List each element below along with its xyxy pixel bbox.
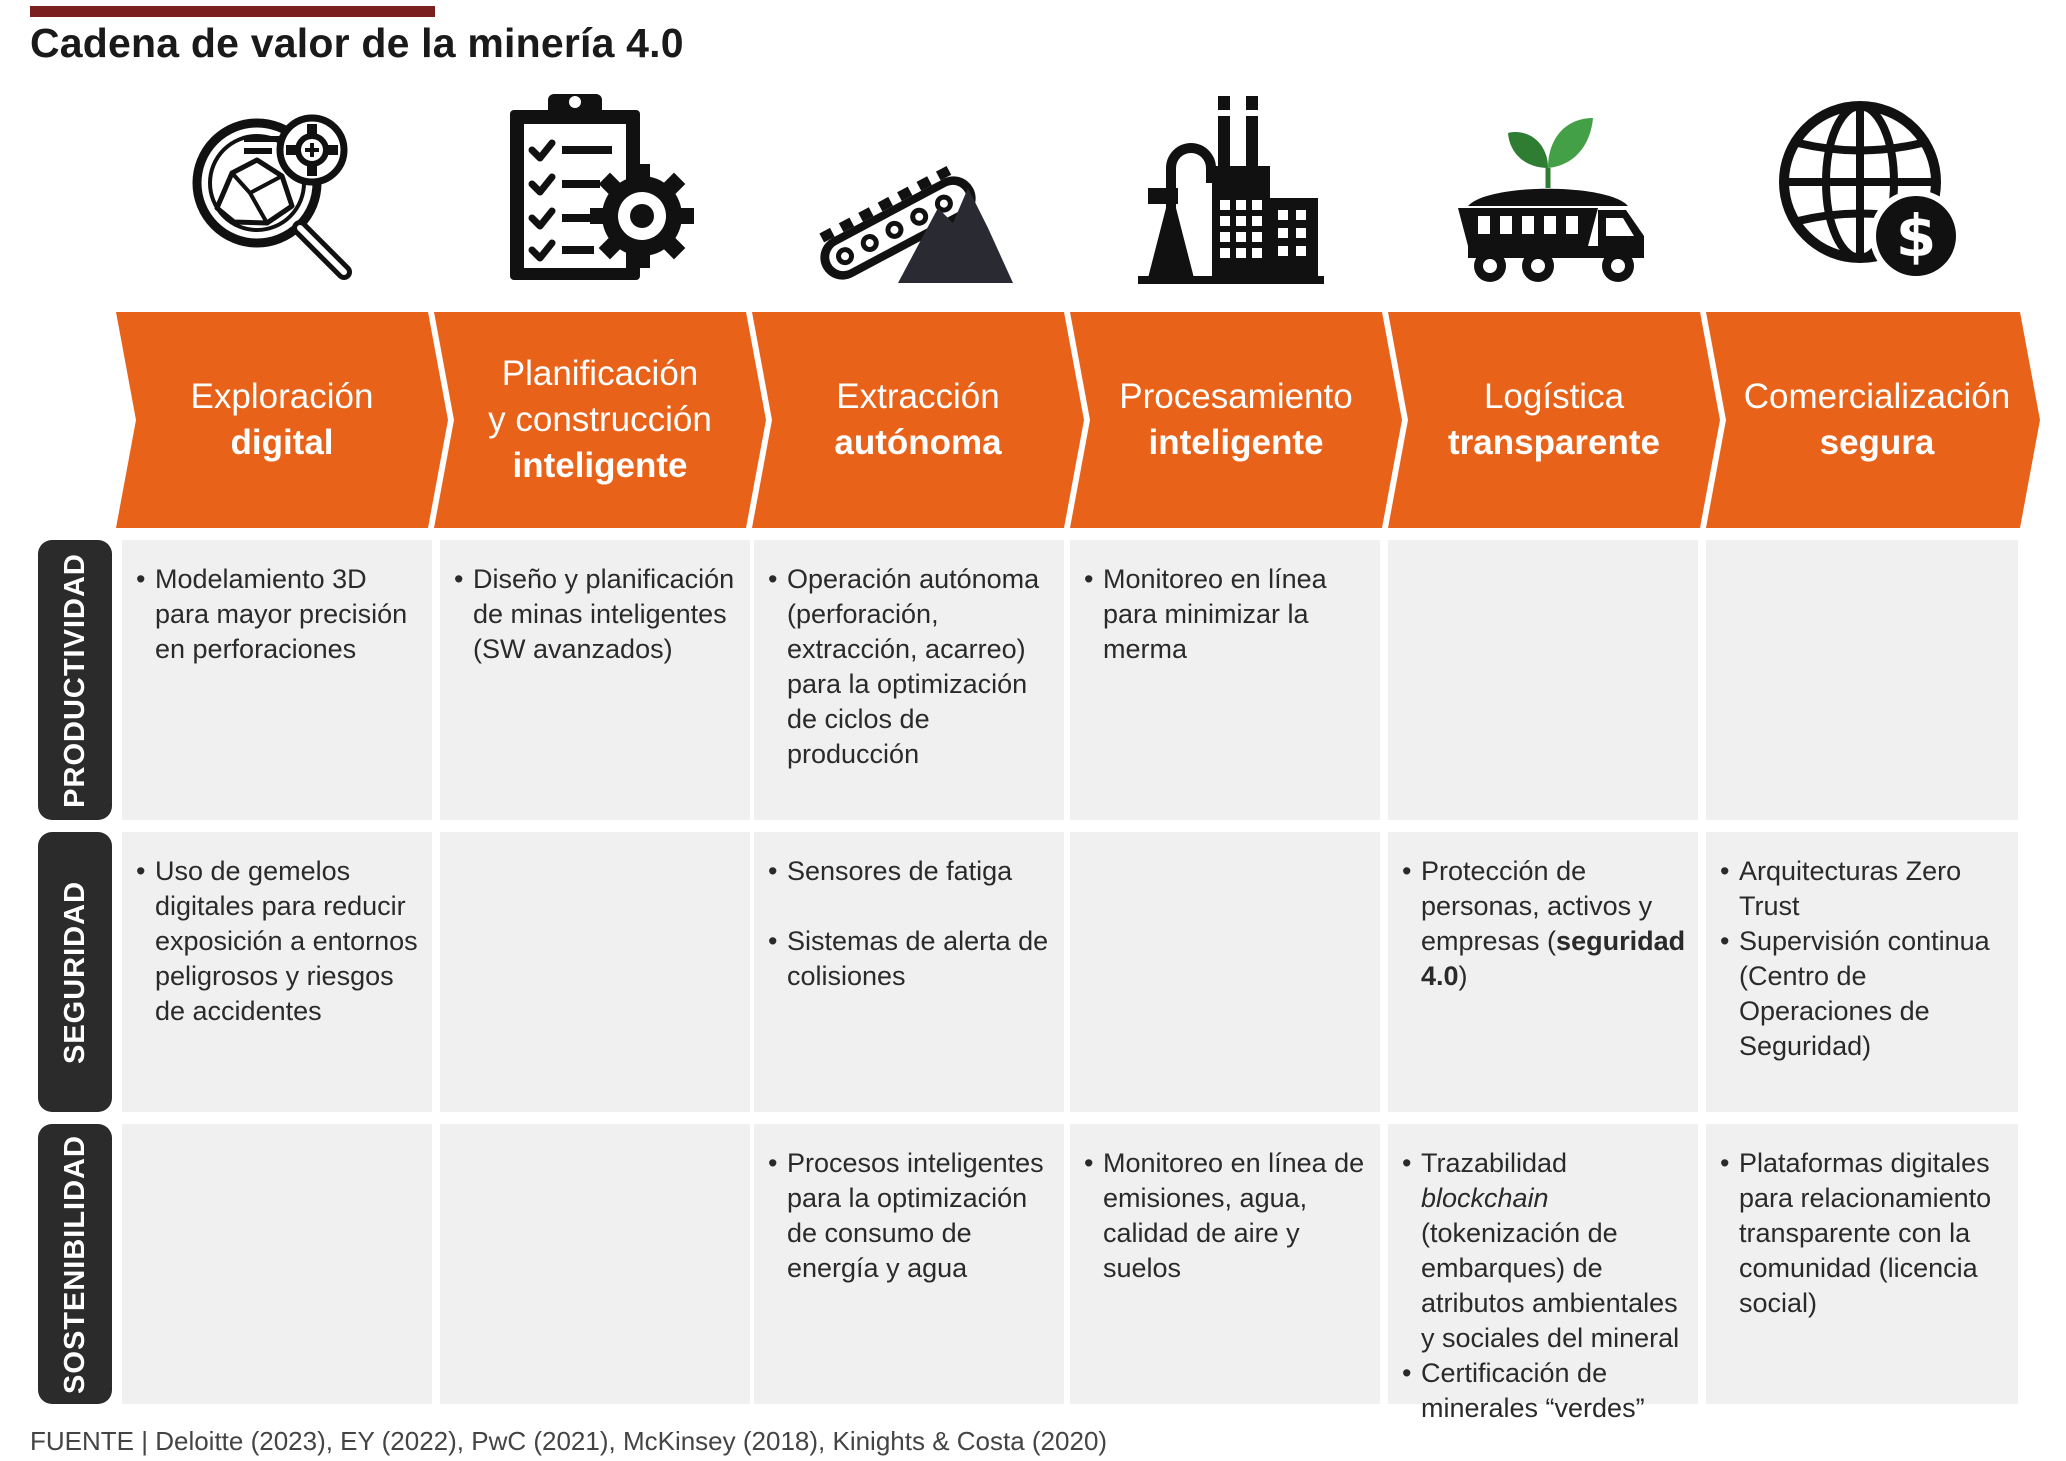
cell-sostenibilidad-exploracion (122, 1124, 432, 1404)
stage-title-bold: inteligente (512, 446, 688, 485)
stage-title-line1: Procesamiento (1119, 377, 1353, 416)
cell-seguridad-planificacion (440, 832, 750, 1112)
ore-search-magnifier-gear-icon (172, 88, 372, 288)
row-label-productividad (38, 540, 112, 820)
stage-title-line1: Planificación (501, 354, 699, 393)
text-span: Trazabilidad (1421, 1148, 1568, 1178)
stage-label-planificacion (450, 312, 750, 528)
stage-title-line2: y construcción (488, 400, 712, 439)
cell-seguridad-procesamiento (1070, 832, 1380, 1112)
checklist-clipboard-gear-icon (500, 88, 700, 288)
svg-text:$: $ (1895, 202, 1937, 270)
list-item: • Supervisión continua (Centro de Operaciones de Seguridad) (1720, 924, 2008, 1064)
cell-seguridad-extraccion (754, 832, 1064, 1112)
list-item: • Plataformas digitales para relacionamiento transparente con la comunidad (licencia social) (1720, 1146, 2008, 1321)
stage-label-exploracion (132, 312, 432, 528)
list-item: • Sensores de fatiga (768, 854, 1054, 889)
list-item (1402, 1146, 1688, 1356)
stage-label-extraccion (768, 312, 1068, 528)
text-span: (tokenización de embarques) de atributos ambientales y sociales del mineral (1421, 1218, 1680, 1353)
page-title: Cadena de valor de la minería 4.0 (30, 20, 684, 66)
text-bold: seguridad 4.0 (1421, 926, 1686, 991)
cell-productividad-procesamiento (1070, 540, 1380, 820)
row-label-sostenibilidad (38, 1124, 112, 1404)
text-span: Protección de personas, activos y empresas ( (1421, 856, 1653, 956)
processing-plant-factory-icon (1128, 88, 1328, 288)
cell-seguridad-logistica (1388, 832, 1698, 1112)
text-span: ) (1458, 961, 1468, 991)
list-item: • Diseño y planificación de minas inteligentes (SW avanzados) (454, 562, 740, 667)
list-item: • Uso de gemelos digitales para reducir exposición a entornos peligrosos y riesgos de accidentes (136, 854, 422, 1029)
list-item: • Certificación de minerales “verdes” (1402, 1356, 1688, 1426)
stage-title-bold: digital (230, 423, 334, 462)
title-accent-bar (30, 6, 435, 17)
list-item: • Monitoreo en línea para minimizar la merma (1084, 562, 1370, 667)
list-item: • Sistemas de alerta de colisiones (768, 924, 1054, 994)
cell-productividad-comercializacion (1706, 540, 2018, 820)
source-footnote: FUENTE | Deloitte (2023), EY (2022), PwC (2021), McKinsey (2018), Kinights & Costa (2020) (30, 1426, 1108, 1456)
list-item (1402, 854, 1688, 994)
row-label-seguridad (38, 832, 112, 1112)
stage-title-bold: autónoma (834, 423, 1002, 462)
stage-title-bold: transparente (1447, 423, 1661, 462)
cell-seguridad-exploracion (122, 832, 432, 1112)
cell-productividad-logistica (1388, 540, 1698, 820)
cell-sostenibilidad-comercializacion (1706, 1124, 2018, 1404)
stage-label-comercializacion (1722, 312, 2032, 528)
list-item: • Modelamiento 3D para mayor precisión en perforaciones (136, 562, 422, 667)
cell-productividad-extraccion (754, 540, 1064, 820)
list-item: • Operación autónoma (perforación, extracción, acarreo) para la optimización de ciclos de producción (768, 562, 1054, 772)
list-item: • Arquitecturas Zero Trust (1720, 854, 2008, 924)
cell-sostenibilidad-extraccion (754, 1124, 1064, 1404)
list-item: • Procesos inteligentes para la optimización de consumo de energía y agua (768, 1146, 1054, 1286)
cell-productividad-exploracion (122, 540, 432, 820)
globe-dollar-icon (1768, 88, 1968, 288)
cell-sostenibilidad-procesamiento (1070, 1124, 1380, 1404)
stage-title-line1: Logística (1483, 377, 1625, 416)
row-label-text: SEGURIDAD (58, 880, 91, 1064)
stage-title-line1: Comercialización (1743, 377, 2011, 416)
stage-title-line1: Exploración (190, 377, 374, 416)
stage-title-line1: Extracción (836, 377, 1000, 416)
stage-label-procesamiento (1086, 312, 1386, 528)
text-italic: blockchain (1421, 1183, 1549, 1213)
row-label-text: SOSTENIBILIDAD (58, 1134, 91, 1394)
stage-title-bold: inteligente (1148, 423, 1324, 462)
list-item: • Monitoreo en línea de emisiones, agua, calidad de aire y suelos (1084, 1146, 1370, 1286)
cell-productividad-planificacion (440, 540, 750, 820)
conveyor-belt-coal-pile-icon (818, 88, 1018, 288)
dump-truck-sprout-icon (1448, 88, 1648, 288)
cell-sostenibilidad-planificacion (440, 1124, 750, 1404)
stage-title-bold: segura (1819, 423, 1935, 462)
stage-label-logistica (1404, 312, 1704, 528)
cell-sostenibilidad-logistica (1388, 1124, 1698, 1423)
row-label-text: PRODUCTIVIDAD (58, 552, 91, 808)
cell-seguridad-comercializacion (1706, 832, 2018, 1112)
